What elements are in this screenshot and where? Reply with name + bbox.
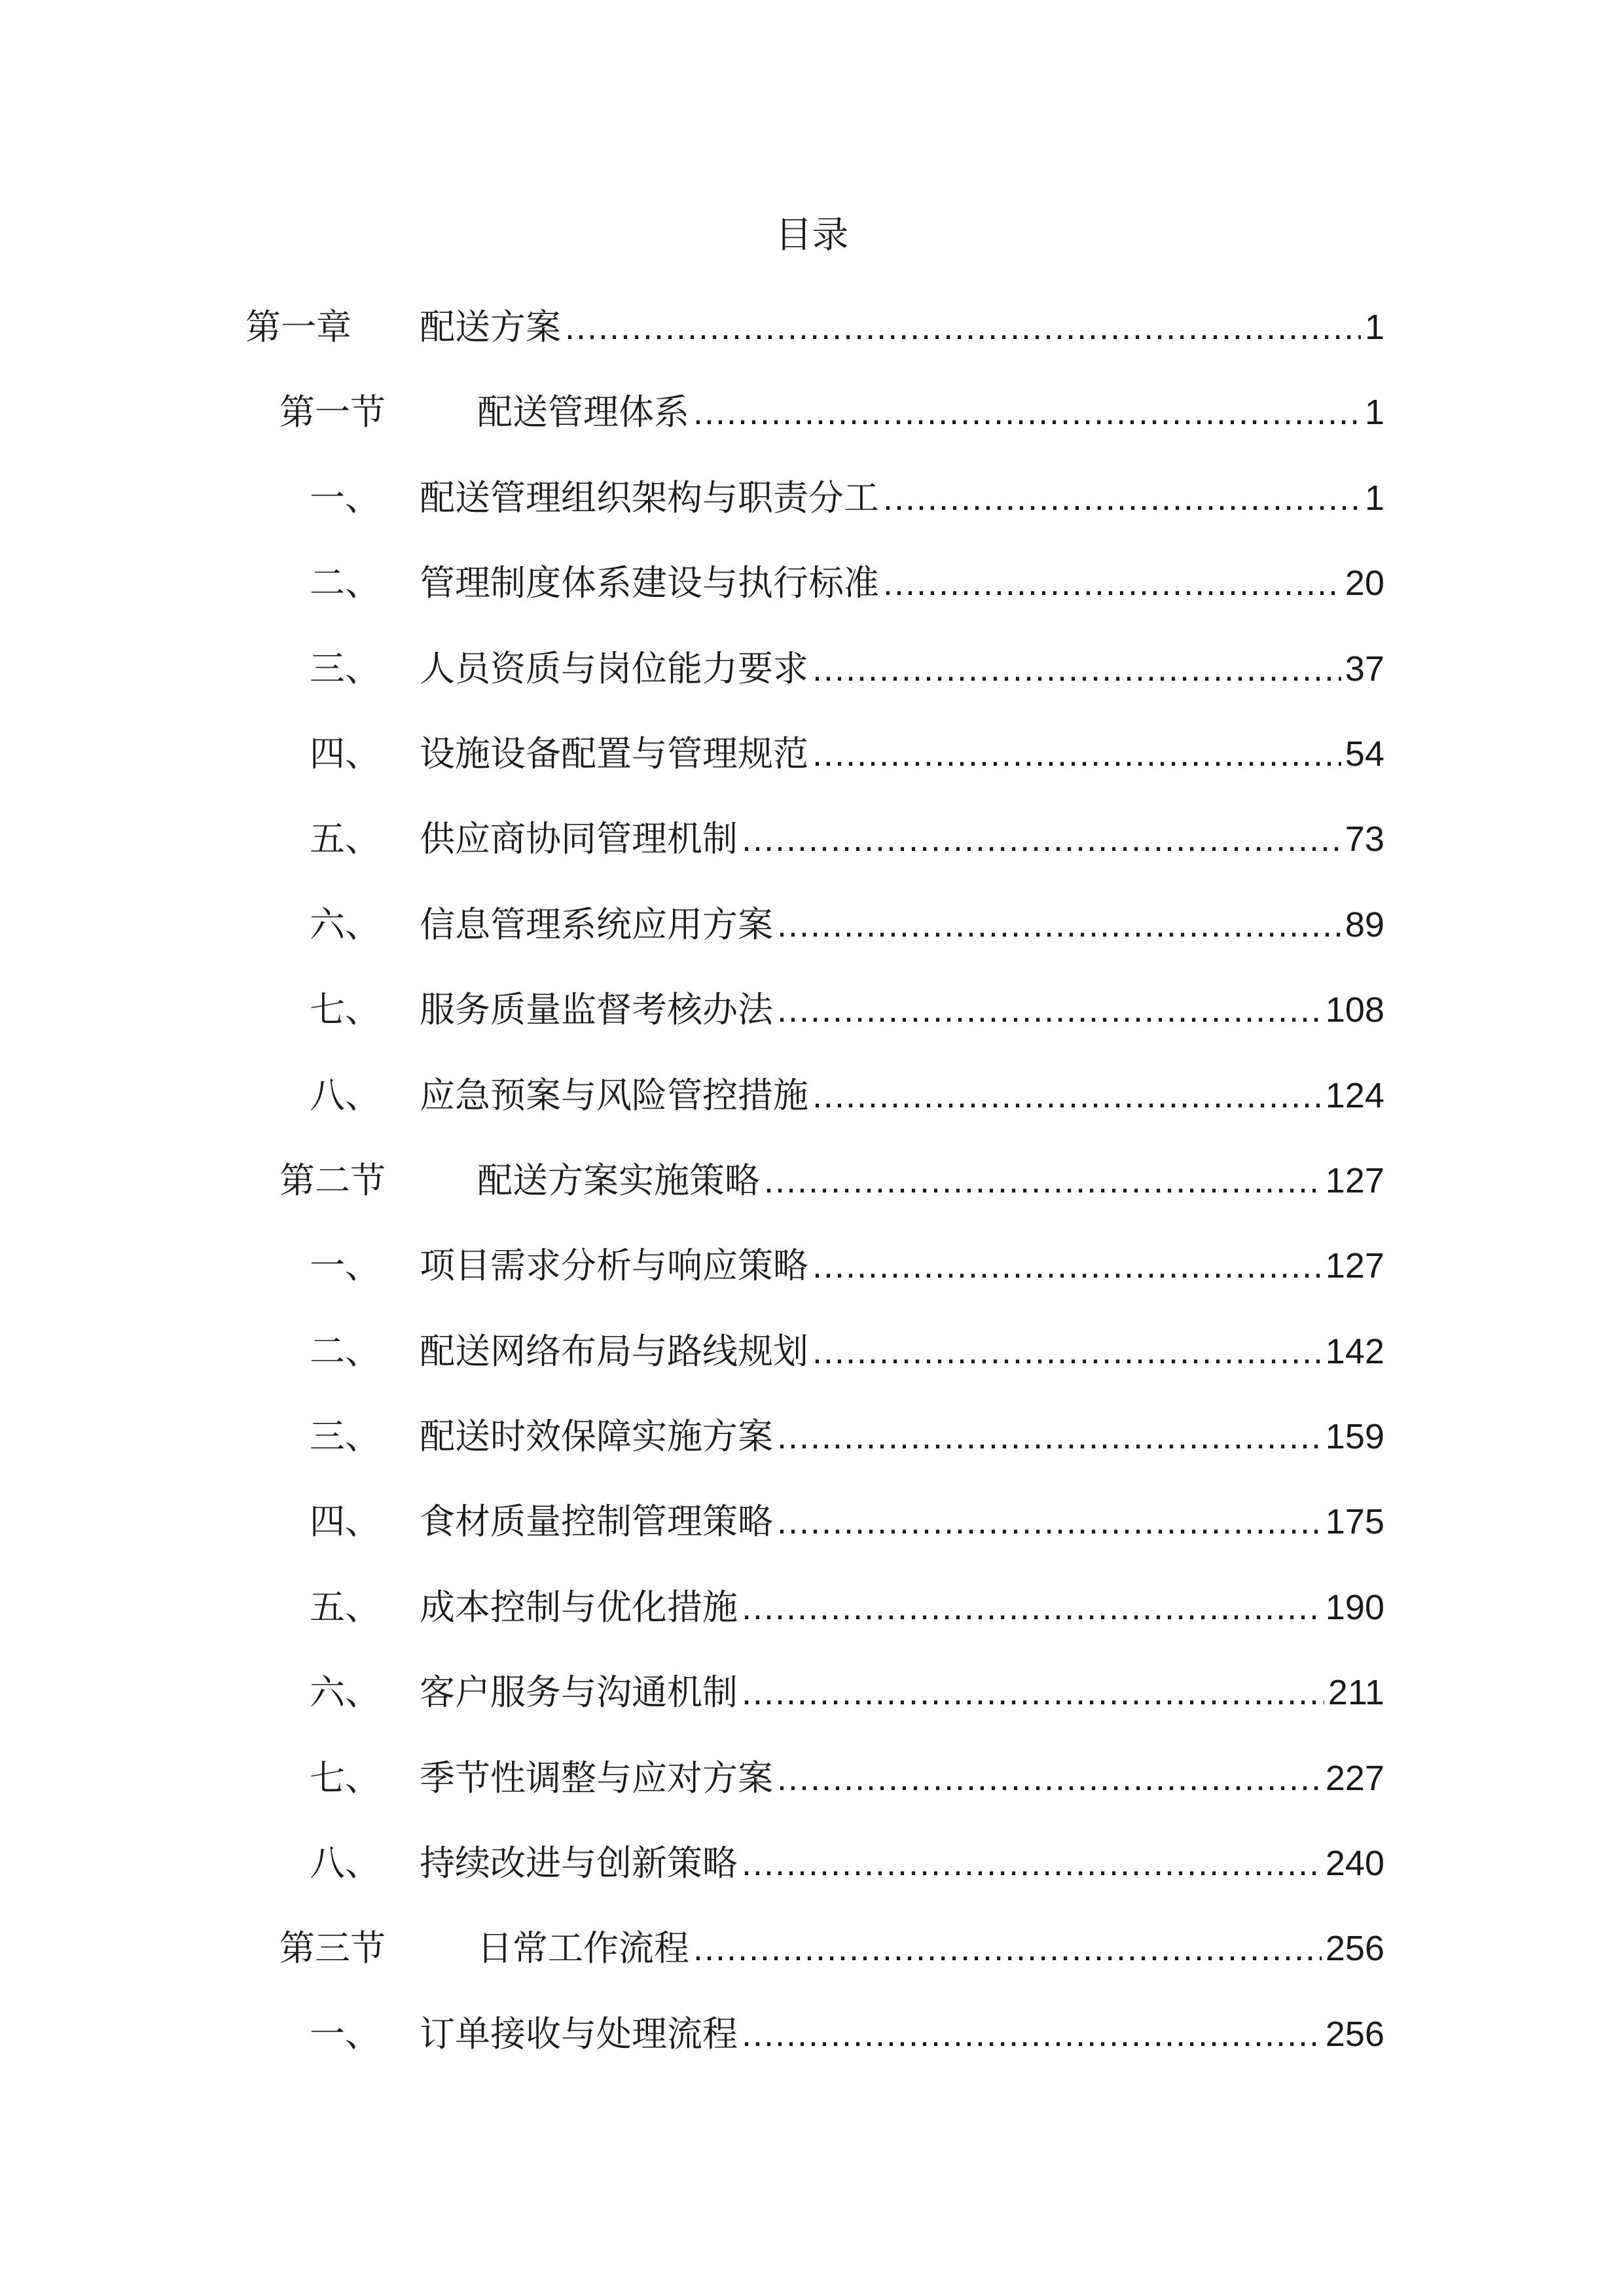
toc-entry-number: 三、 — [310, 1416, 380, 1458]
toc-entry-item[interactable] — [245, 1410, 1384, 1496]
toc-entry-label: 信息管理系统应用方案 — [420, 903, 773, 945]
toc-entry-label: 供应商协同管理机制 — [420, 818, 738, 860]
toc-entry-number: 一、 — [310, 1245, 380, 1287]
toc-entry-label: 配送方案 — [420, 306, 561, 348]
toc-entry-label: 成本控制与优化措施 — [420, 1586, 738, 1628]
toc-entry-number: 第一章 — [245, 306, 352, 348]
toc-dot-leader — [777, 899, 1341, 951]
toc-entry-label: 服务质量监督考核办法 — [420, 989, 773, 1031]
toc-dot-leader — [742, 1837, 1322, 1890]
toc-entry-number: 五、 — [310, 1586, 380, 1628]
toc-entry-page-number: 108 — [1325, 990, 1384, 1030]
toc-entry-label: 设施设备配置与管理规范 — [420, 732, 808, 774]
toc-dot-leader — [883, 557, 1341, 609]
toc-entry-page-number: 175 — [1325, 1502, 1384, 1542]
toc-entry-item[interactable] — [245, 1069, 1384, 1155]
toc-entry-number: 一、 — [310, 476, 380, 518]
toc-entry-label: 客户服务与沟通机制 — [420, 1672, 738, 1713]
toc-entry-number: 四、 — [310, 732, 380, 774]
toc-entry-number: 三、 — [310, 647, 380, 689]
toc-entry-item[interactable] — [245, 2008, 1384, 2093]
toc-entry-page-number: 256 — [1325, 2014, 1384, 2054]
toc-entry-number: 五、 — [310, 818, 380, 860]
toc-entry-item[interactable] — [245, 1752, 1384, 1837]
toc-dot-leader — [777, 1410, 1322, 1463]
toc-entry-section[interactable] — [245, 386, 1384, 471]
toc-dot-leader — [742, 1666, 1324, 1719]
toc-dot-leader — [693, 386, 1361, 439]
toc-dot-leader — [812, 1240, 1322, 1292]
toc-dot-leader — [742, 813, 1341, 865]
toc-entry-item[interactable] — [245, 643, 1384, 728]
toc-entry-page-number: 54 — [1344, 734, 1384, 774]
toc-entry-number: 八、 — [310, 1842, 380, 1884]
toc-entry-label: 配送方案实施策略 — [477, 1159, 760, 1201]
toc-entry-page-number: 1 — [1364, 478, 1384, 518]
toc-entry-label: 管理制度体系建设与执行标准 — [420, 562, 879, 604]
toc-entry-page-number: 127 — [1325, 1160, 1384, 1200]
toc-entry-page-number: 240 — [1325, 1844, 1384, 1884]
toc-dot-leader — [565, 301, 1361, 353]
toc-entry-item[interactable] — [245, 1581, 1384, 1666]
toc-dot-leader — [812, 643, 1341, 695]
toc-dot-leader — [812, 728, 1341, 780]
toc-entry-label: 食材质量控制管理策略 — [420, 1501, 773, 1543]
toc-entry-page-number: 1 — [1364, 393, 1384, 433]
toc-entry-number: 一、 — [310, 2013, 380, 2054]
toc-dot-leader — [693, 1922, 1322, 1975]
toc-entry-page-number: 20 — [1344, 564, 1384, 603]
toc-entry-number: 二、 — [310, 562, 380, 604]
toc-entry-page-number: 124 — [1325, 1075, 1384, 1115]
toc-entry-number: 七、 — [310, 989, 380, 1031]
toc-entry-item[interactable] — [245, 1666, 1384, 1751]
toc-entry-page-number: 159 — [1325, 1417, 1384, 1457]
toc-entry-item[interactable] — [245, 1325, 1384, 1410]
toc-entry-page-number: 73 — [1344, 819, 1384, 859]
toc-entry-label: 项目需求分析与响应策略 — [420, 1245, 808, 1287]
toc-entry-page-number: 89 — [1344, 905, 1384, 944]
toc-entry-page-number: 37 — [1344, 649, 1384, 689]
toc-entry-label: 配送管理体系 — [477, 391, 689, 433]
toc-dot-leader — [777, 984, 1322, 1036]
toc-dot-leader — [777, 1496, 1322, 1548]
toc-entry-label: 配送网络布局与路线规划 — [420, 1330, 808, 1372]
toc-dot-leader — [883, 472, 1361, 524]
toc-entry-number: 七、 — [310, 1757, 380, 1799]
toc-entry-number: 二、 — [310, 1330, 380, 1372]
toc-entry-item[interactable] — [245, 1240, 1384, 1325]
toc-entry-number: 第一节 — [280, 391, 386, 433]
toc-entry-page-number: 1 — [1364, 308, 1384, 347]
toc-entry-label: 配送管理组织架构与职责分工 — [420, 476, 879, 518]
toc-list — [245, 301, 1384, 2093]
toc-entry-label: 持续改进与创新策略 — [420, 1842, 738, 1884]
toc-entry-label: 日常工作流程 — [477, 1928, 689, 1969]
toc-entry-item[interactable] — [245, 557, 1384, 642]
toc-entry-number: 四、 — [310, 1501, 380, 1543]
toc-entry-item[interactable] — [245, 899, 1384, 984]
toc-entry-chapter[interactable] — [245, 301, 1384, 386]
toc-dot-leader — [742, 1581, 1322, 1634]
toc-entry-number: 八、 — [310, 1074, 380, 1116]
toc-entry-item[interactable] — [245, 472, 1384, 557]
toc-title: 目录 — [775, 214, 849, 257]
toc-entry-page-number: 190 — [1325, 1587, 1384, 1627]
toc-entry-number: 六、 — [310, 903, 380, 945]
toc-entry-page-number: 256 — [1325, 1929, 1384, 1969]
toc-dot-leader — [742, 2008, 1322, 2060]
toc-dot-leader — [764, 1155, 1322, 1207]
toc-entry-section[interactable] — [245, 1922, 1384, 2007]
toc-entry-label: 季节性调整与应对方案 — [420, 1757, 773, 1799]
toc-entry-label: 应急预案与风险管控措施 — [420, 1074, 808, 1116]
toc-dot-leader — [777, 1752, 1322, 1804]
toc-entry-label: 订单接收与处理流程 — [420, 2013, 738, 2054]
toc-entry-page-number: 127 — [1325, 1246, 1384, 1286]
toc-entry-page-number: 211 — [1327, 1673, 1384, 1713]
toc-entry-section[interactable] — [245, 1155, 1384, 1240]
toc-entry-label: 配送时效保障实施方案 — [420, 1416, 773, 1458]
toc-entry-item[interactable] — [245, 728, 1384, 813]
toc-entry-page-number: 142 — [1325, 1331, 1384, 1371]
toc-entry-item[interactable] — [245, 813, 1384, 898]
toc-entry-number: 六、 — [310, 1672, 380, 1713]
toc-entry-number: 第二节 — [280, 1159, 386, 1201]
toc-entry-label: 人员资质与岗位能力要求 — [420, 647, 808, 689]
toc-entry-page-number: 227 — [1325, 1758, 1384, 1798]
toc-dot-leader — [812, 1325, 1322, 1378]
toc-entry-item[interactable] — [245, 1837, 1384, 1922]
toc-entry-item[interactable] — [245, 984, 1384, 1069]
toc-entry-item[interactable] — [245, 1496, 1384, 1581]
toc-entry-number: 第三节 — [280, 1928, 386, 1969]
toc-dot-leader — [812, 1069, 1322, 1122]
